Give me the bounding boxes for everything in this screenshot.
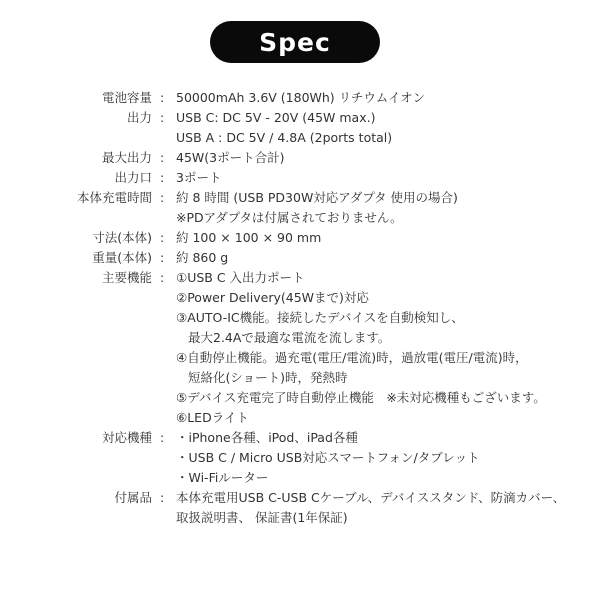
- spec-value: ⑤デバイス充電完了時自動停止機能 ※未対応機種もございます。: [176, 390, 546, 405]
- spec-label: 出力口: [114, 170, 152, 185]
- spec-row: [0, 268, 590, 288]
- spec-colon: :: [160, 490, 165, 505]
- spec-label: 電池容量: [101, 90, 152, 105]
- spec-colon: :: [160, 270, 165, 285]
- page-title: Spec: [259, 27, 331, 57]
- spec-value: ・Wi-Fiルーター: [176, 470, 269, 485]
- spec-row: [0, 368, 590, 388]
- spec-value: 50000mAh 3.6V (180Wh) リチウムイオン: [176, 90, 426, 105]
- spec-value: ③AUTO-IC機能。接続したデバイスを自動検知し、: [176, 310, 464, 325]
- spec-label: 寸法(本体): [92, 230, 152, 245]
- spec-row: [0, 228, 590, 248]
- spec-label: 本体充電時間: [76, 190, 152, 205]
- spec-row: [0, 148, 590, 168]
- spec-label: 主要機能: [101, 270, 152, 285]
- spec-row: [0, 428, 590, 448]
- spec-colon: :: [160, 150, 165, 165]
- spec-row: [0, 188, 590, 208]
- spec-row: [0, 248, 590, 268]
- spec-row: [0, 88, 590, 108]
- spec-colon: :: [160, 230, 165, 245]
- spec-value: ②Power Delivery(45Wまで)対応: [176, 290, 369, 305]
- spec-label: 出力: [126, 110, 152, 125]
- spec-label: 対応機種: [101, 430, 152, 445]
- spec-value: 約 860 g: [176, 250, 229, 265]
- spec-row: [0, 308, 590, 328]
- spec-value: USB C: DC 5V - 20V (45W max.): [176, 110, 376, 125]
- spec-value: ④自動停止機能。過充電(電圧/電流)時，過放電(電圧/電流)時，: [176, 350, 528, 365]
- spec-row: [0, 208, 590, 228]
- spec-row: [0, 288, 590, 308]
- spec-colon: :: [160, 430, 165, 445]
- spec-colon: :: [160, 170, 165, 185]
- spec-label: 重量(本体): [92, 250, 152, 265]
- spec-value: 約 100 × 100 × 90 mm: [176, 230, 322, 245]
- spec-value: 取扱説明書、 保証書(1年保証): [176, 510, 348, 525]
- spec-value: ・iPhone各種、iPod、iPad各種: [176, 430, 358, 445]
- spec-row: [0, 448, 590, 468]
- spec-value: USB A : DC 5V / 4.8A (2ports total): [176, 130, 393, 145]
- spec-value: ・USB C / Micro USB対応スマートフォン/タブレット: [176, 450, 480, 465]
- spec-value: ※PDアダプタは付属されておりません。: [176, 210, 403, 225]
- spec-colon: :: [160, 190, 165, 205]
- spec-colon: :: [160, 250, 165, 265]
- spec-colon: :: [160, 110, 165, 125]
- spec-row: [0, 168, 590, 188]
- spec-value: 約 8 時間 (USB PD30W対応アダプタ 使用の場合): [176, 190, 458, 205]
- spec-value: ⑥LEDライト: [176, 410, 249, 425]
- spec-row: [0, 108, 590, 128]
- spec-row: [0, 408, 590, 428]
- spec-row: [0, 328, 590, 348]
- spec-title-badge: [210, 21, 380, 63]
- spec-value: 本体充電用USB C-USB Cケーブル、デバイススタンド、防滴カバー、: [176, 490, 566, 505]
- spec-row: [0, 468, 590, 488]
- spec-value: 45W(3ポート合計): [176, 150, 285, 165]
- spec-label: 付属品: [114, 490, 152, 505]
- spec-row: [0, 128, 590, 148]
- spec-value: 短絡化(ショート)時，発熱時: [188, 370, 348, 385]
- spec-row: [0, 388, 590, 408]
- spec-row: [0, 508, 590, 528]
- spec-value: 最大2.4Aで最適な電流を流します。: [188, 330, 391, 345]
- spec-value: 3ポート: [176, 170, 222, 185]
- spec-row: [0, 348, 590, 368]
- spec-colon: :: [160, 90, 165, 105]
- spec-label: 最大出力: [101, 150, 152, 165]
- spec-row: [0, 488, 590, 508]
- spec-value: ①USB C 入出力ポート: [176, 270, 305, 285]
